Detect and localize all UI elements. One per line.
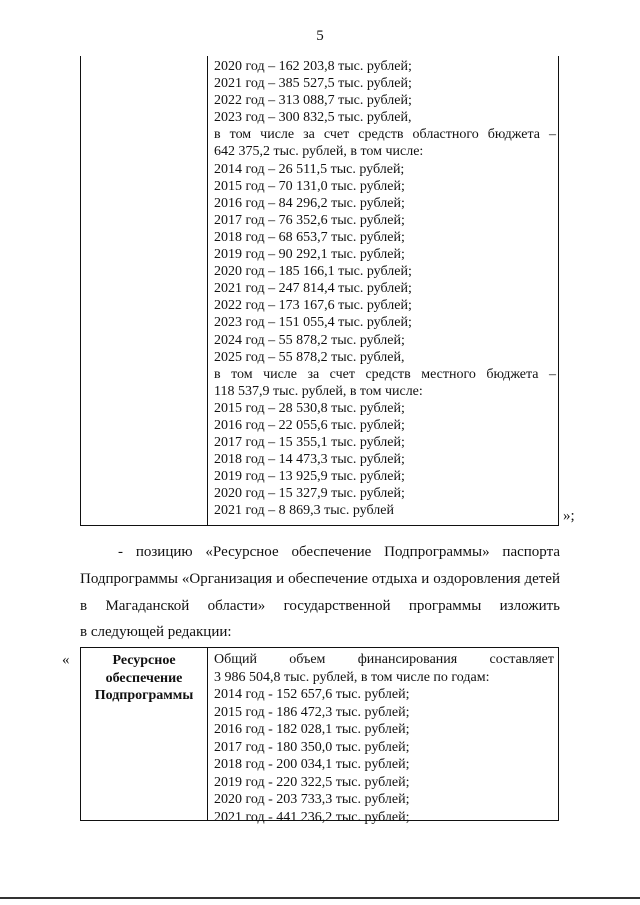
funding-line: 2021 год – 8 869,3 тыс. рублей <box>214 503 394 519</box>
page-bottom-edge <box>0 897 640 899</box>
funding-subtotal-heading: в том числе за счет средств местного бюджета – <box>214 366 556 382</box>
funding-total-heading: Общий объем финансирования составляет <box>214 652 554 667</box>
funding-subtotal-amount: 642 375,2 тыс. рублей, в том числе: <box>214 144 424 160</box>
page-number: 5 <box>316 28 324 44</box>
funding-line: 2021 год - 441 236,2 тыс. рублей; <box>214 809 410 825</box>
table-column-divider <box>207 56 208 525</box>
funding-subtotal-heading: в том числе за счет средств областного бюджета – <box>214 127 556 143</box>
table-column-divider <box>207 648 208 820</box>
resource-table-new <box>80 647 559 825</box>
funding-line: 2016 год – 84 296,2 тыс. рублей; <box>214 195 405 211</box>
funding-line: 2023 год – 151 055,4 тыс. рублей; <box>214 315 412 331</box>
paragraph-line: - позицию «Ресурсное обеспечение Подпрограммы» паспорта <box>118 544 560 560</box>
funding-line: 2017 год – 76 352,6 тыс. рублей; <box>214 212 405 228</box>
funding-line: 2020 год - 203 733,3 тыс. рублей; <box>214 792 410 807</box>
funding-lines <box>214 651 554 826</box>
funding-line: 2022 год – 313 088,7 тыс. рублей; <box>214 93 412 109</box>
funding-line: 2020 год – 185 166,1 тыс. рублей; <box>214 264 412 280</box>
funding-line: 2024 год – 55 878,2 тыс. рублей; <box>214 332 405 348</box>
funding-line: 2022 год – 173 167,6 тыс. рублей; <box>214 298 412 314</box>
funding-line: 2016 год – 22 055,6 тыс. рублей; <box>214 417 405 433</box>
funding-line: 2021 год – 385 527,5 тыс. рублей; <box>214 76 412 92</box>
funding-line: 2017 год – 15 355,1 тыс. рублей; <box>214 435 405 451</box>
funding-line: 2017 год - 180 350,0 тыс. рублей; <box>214 739 410 755</box>
label-line: Ресурсное <box>112 653 176 668</box>
funding-line: 2019 год - 220 322,5 тыс. рублей; <box>214 774 410 790</box>
resource-table-continuation <box>80 56 559 526</box>
funding-line: 2019 год – 13 925,9 тыс. рублей; <box>214 469 405 485</box>
resource-provision-label <box>81 652 207 705</box>
funding-line: 2016 год - 182 028,1 тыс. рублей; <box>214 722 410 737</box>
funding-line: 2015 год – 70 131,0 тыс. рублей; <box>214 178 405 194</box>
funding-line: 2020 год – 15 327,9 тыс. рублей; <box>214 486 405 502</box>
funding-line: 2018 год – 68 653,7 тыс. рублей; <box>214 229 405 245</box>
paragraph-line: в следующей редакции: <box>80 624 232 640</box>
funding-line: 2018 год – 14 473,3 тыс. рублей; <box>214 452 405 468</box>
funding-line: 2019 год – 90 292,1 тыс. рублей; <box>214 247 405 263</box>
paragraph-line: Подпрограммы «Организация и обеспечение отдыха и оздоровления детей <box>80 571 560 587</box>
funding-lines <box>214 58 556 520</box>
funding-line: 2014 год - 152 657,6 тыс. рублей; <box>214 687 410 702</box>
funding-line: 2021 год – 247 814,4 тыс. рублей; <box>214 281 412 297</box>
funding-line: 2015 год - 186 472,3 тыс. рублей; <box>214 704 410 720</box>
label-line: Подпрограммы <box>94 688 194 703</box>
paragraph-line: в Магаданской области» государственной программы изложить <box>80 598 560 614</box>
closing-quote-mark: »; <box>563 508 575 524</box>
funding-total-amount: 3 986 504,8 тыс. рублей, в том числе по годам: <box>214 669 490 685</box>
funding-subtotal-amount: 118 537,9 тыс. рублей, в том числе: <box>214 383 423 399</box>
funding-line: 2014 год – 26 511,5 тыс. рублей; <box>214 161 405 177</box>
funding-line: 2023 год – 300 832,5 тыс. рублей, <box>214 110 412 126</box>
label-line: обеспечение <box>105 670 183 686</box>
funding-line: 2018 год - 200 034,1 тыс. рублей; <box>214 757 410 772</box>
funding-line: 2020 год – 162 203,8 тыс. рублей; <box>214 59 412 74</box>
opening-quote-mark: « <box>62 652 70 668</box>
funding-line: 2025 год – 55 878,2 тыс. рублей, <box>214 349 405 365</box>
funding-line: 2015 год – 28 530,8 тыс. рублей; <box>214 400 405 416</box>
